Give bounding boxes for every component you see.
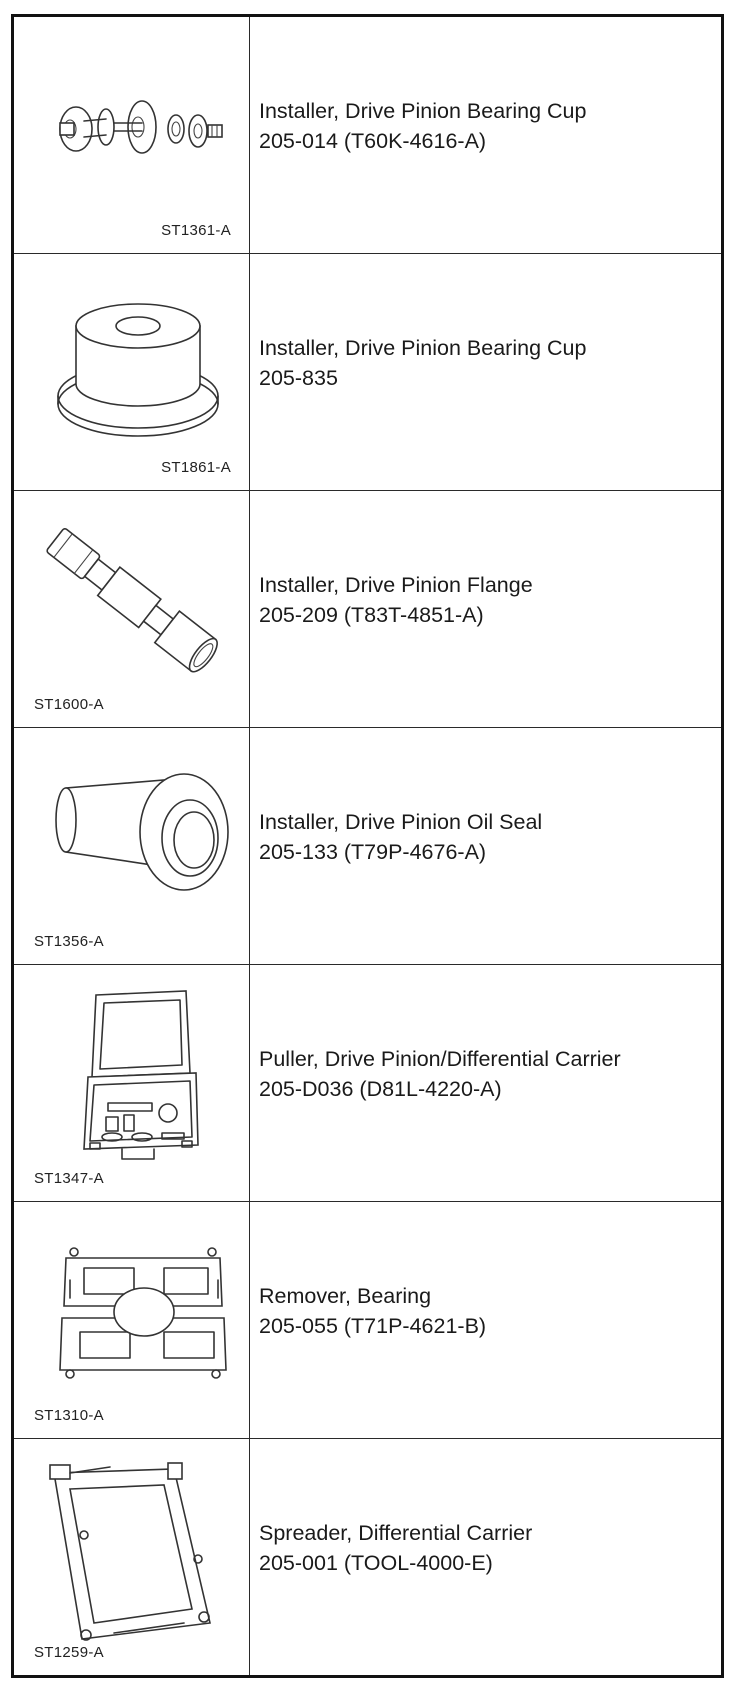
pinion-flange-installer-illustration: [14, 491, 250, 725]
tool-description-cell: [250, 728, 721, 964]
figure-code: ST1361-A: [161, 222, 231, 239]
table-row: [14, 728, 721, 965]
bearing-cup-installer-disc-illustration: [14, 254, 250, 488]
tool-name: Puller, Drive Pinion/Differential Carrier: [259, 1047, 621, 1071]
tool-image-cell: [14, 17, 250, 253]
figure-code: ST1310-A: [34, 1407, 104, 1424]
tool-image-cell: [14, 491, 250, 727]
table-row: [14, 1202, 721, 1439]
figure-code: ST1861-A: [161, 459, 231, 476]
figure-code: ST1600-A: [34, 696, 104, 713]
tool-description-cell: [250, 1439, 721, 1675]
tool-part-number: 205-835: [259, 366, 338, 390]
tool-name: Installer, Drive Pinion Flange: [259, 573, 533, 597]
tool-part-number: 205-209 (T83T-4851-A): [259, 603, 484, 627]
bearing-remover-illustration: [14, 1202, 250, 1436]
table-row: [14, 1439, 721, 1675]
figure-code: ST1259-A: [34, 1644, 104, 1661]
tool-part-number: 205-001 (TOOL-4000-E): [259, 1551, 493, 1575]
table-row: [14, 254, 721, 491]
tool-image-cell: [14, 728, 250, 964]
oil-seal-installer-illustration: [14, 728, 250, 962]
tool-image-cell: [14, 1439, 250, 1675]
tool-description-cell: [250, 1202, 721, 1438]
tool-part-number: 205-D036 (D81L-4220-A): [259, 1077, 502, 1101]
tool-description-cell: [250, 965, 721, 1201]
tool-name: Spreader, Differential Carrier: [259, 1521, 533, 1545]
tool-name: Installer, Drive Pinion Bearing Cup: [259, 336, 587, 360]
tool-image-cell: [14, 965, 250, 1201]
table-row: [14, 965, 721, 1202]
figure-code: ST1356-A: [34, 933, 104, 950]
tool-description-cell: [250, 17, 721, 253]
tool-name: Installer, Drive Pinion Oil Seal: [259, 810, 543, 834]
special-tools-table: [11, 14, 724, 1678]
table-row: [14, 17, 721, 254]
tool-part-number: 205-133 (T79P-4676-A): [259, 840, 487, 864]
puller-case-illustration: [14, 965, 250, 1199]
tool-image-cell: [14, 1202, 250, 1438]
tool-description-cell: [250, 254, 721, 490]
tool-name: Remover, Bearing: [259, 1284, 432, 1308]
carrier-spreader-illustration: [14, 1439, 250, 1673]
bearing-cup-installer-kit-illustration: [14, 17, 250, 251]
table-row: [14, 491, 721, 728]
tool-name: Installer, Drive Pinion Bearing Cup: [259, 99, 587, 123]
tool-image-cell: [14, 254, 250, 490]
tool-part-number: 205-014 (T60K-4616-A): [259, 129, 487, 153]
tool-description-cell: [250, 491, 721, 727]
tool-part-number: 205-055 (T71P-4621-B): [259, 1314, 487, 1338]
figure-code: ST1347-A: [34, 1170, 104, 1187]
